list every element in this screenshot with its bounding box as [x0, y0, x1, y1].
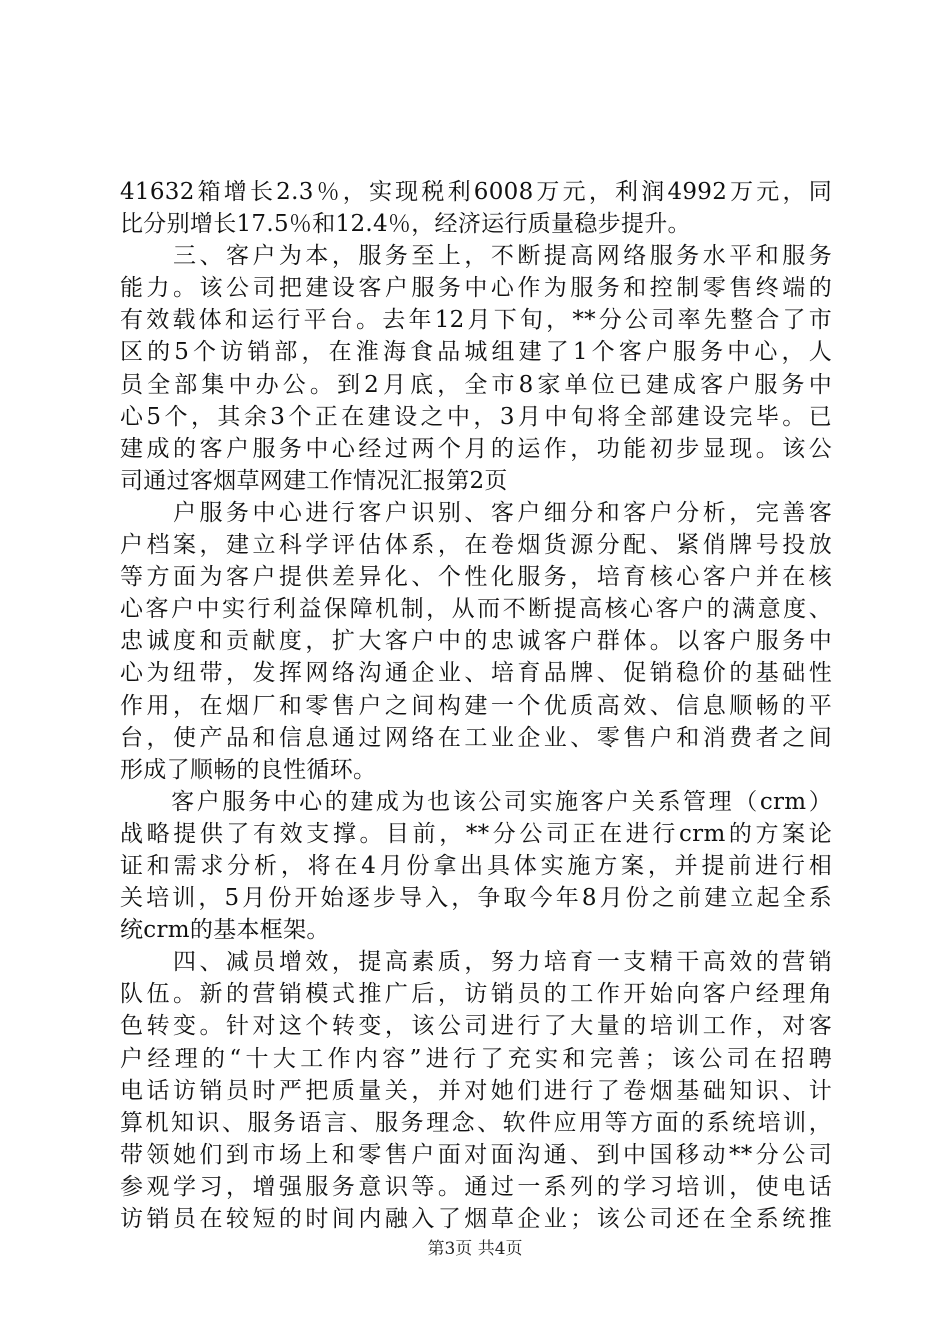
page-footer: 第3页 共4页: [427, 1239, 523, 1259]
text-line: 关培训，5月份开始逐步导入，争取今年8月份之前建立起全系: [120, 885, 832, 912]
text-line: 有效载体和运行平台。去年12月下旬，**分公司率先整合了市: [120, 307, 832, 334]
text-line: 区的5个访销部，在淮海食品城组建了1个客户服务中心，人: [120, 339, 832, 366]
text-line: 等方面为客户提供差异化、个性化服务，培育核心客户并在核: [120, 564, 832, 591]
text-line: 户经理的“十大工作内容”进行了充实和完善；该公司在招聘: [120, 1045, 832, 1072]
text-line: 带领她们到市场上和零售户面对面沟通、到中国移动**分公司: [120, 1141, 832, 1168]
text-line: 参观学习，增强服务意识等。通过一系列的学习培训，使电话: [120, 1173, 832, 1200]
text-line: 队伍。新的营销模式推广后，访销员的工作开始向客户经理角: [120, 981, 832, 1008]
text-line: 建成的客户服务中心经过两个月的运作，功能初步显现。该公: [120, 435, 832, 462]
text-line: 访销员在较短的时间内融入了烟草企业；该公司还在全系统推: [120, 1206, 832, 1232]
text-line: 忠诚度和贡献度，扩大客户中的忠诚客户群体。以客户服务中: [120, 628, 832, 655]
text-line: 比分别增长17.5％和12.4％，经济运行质量稳步提升。: [120, 211, 691, 238]
text-line: 客户服务中心的建成为也该公司实施客户关系管理（crm）: [120, 788, 832, 815]
text-line: 户档案，建立科学评估体系，在卷烟货源分配、紧俏牌号投放: [120, 532, 832, 559]
text-line: 形成了顺畅的良性循环。: [120, 756, 377, 783]
document-body: [120, 176, 832, 1235]
text-line: 户服务中心进行客户识别、客户细分和客户分析，完善客: [120, 499, 832, 526]
text-line: 四、减员增效，提高素质，努力培育一支精干高效的营销: [120, 949, 832, 976]
text-line: 心5个，其余3个正在建设之中，3月中旬将全部建设完毕。已: [120, 403, 832, 430]
text-line: 色转变。针对这个转变，该公司进行了大量的培训工作，对客: [120, 1013, 832, 1040]
text-line: 台，使产品和信息通过网络在工业企业、零售户和消费者之间: [120, 724, 832, 751]
text-line: 能力。该公司把建设客户服务中心作为服务和控制零售终端的: [120, 275, 832, 302]
text-line: 41632箱增长2.3％，实现税利6008万元，利润4992万元，同: [120, 179, 832, 205]
text-line: 司通过客烟草网建工作情况汇报第2页: [120, 467, 508, 494]
text-line: 心客户中实行利益保障机制，从而不断提高核心客户的满意度、: [120, 596, 832, 623]
text-line: 电话访销员时严把质量关，并对她们进行了卷烟基础知识、计: [120, 1077, 832, 1104]
text-line: 证和需求分析，将在4月份拿出具体实施方案，并提前进行相: [120, 852, 832, 879]
text-line: 作用，在烟厂和零售户之间构建一个优质高效、信息顺畅的平: [120, 692, 832, 719]
text-line: 算机知识、服务语言、服务理念、软件应用等方面的系统培训，: [120, 1109, 832, 1136]
text-line: 战略提供了有效支撑。目前，**分公司正在进行crm的方案论: [120, 820, 832, 847]
text-line: 员全部集中办公。到2月底，全市8家单位已建成客户服务中: [120, 371, 832, 398]
text-line: 三、客户为本，服务至上，不断提高网络服务水平和服务: [120, 243, 832, 270]
text-line: 心为纽带，发挥网络沟通企业、培育品牌、促销稳价的基础性: [120, 660, 832, 687]
text-line: 统crm的基本框架。: [120, 917, 330, 944]
